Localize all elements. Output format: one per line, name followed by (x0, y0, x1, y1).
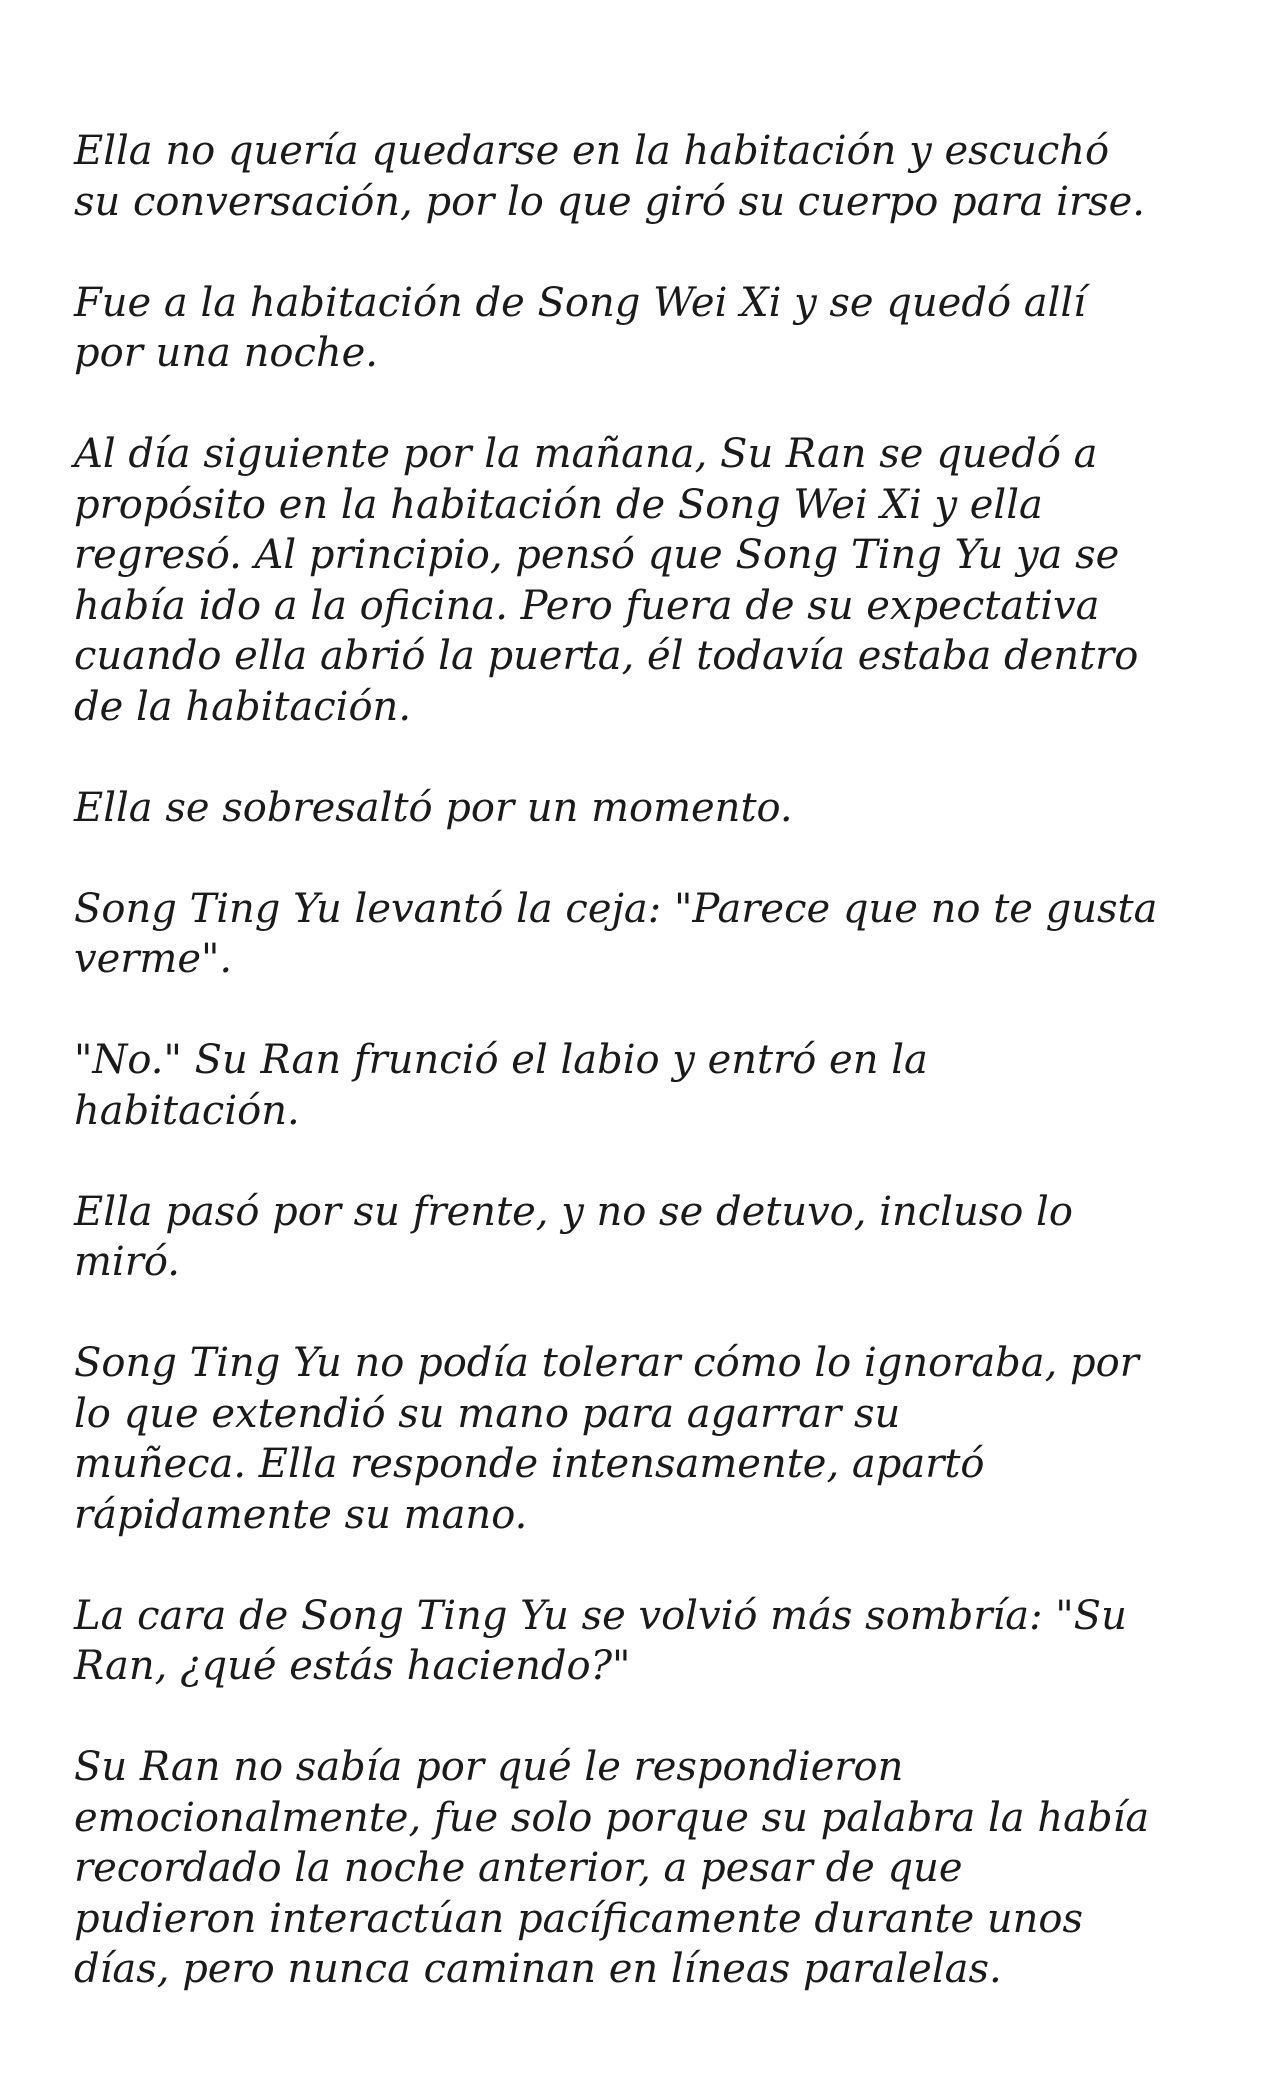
text-line: días, pero nunca caminan en líneas paralelas. (74, 1946, 1002, 1992)
paragraph-3 (74, 429, 1214, 732)
text-column (74, 126, 1214, 2045)
text-line: Al día siguiente por la mañana, Su Ran se quedó a (74, 431, 1098, 477)
text-line: propósito en la habitación de Song Wei Xi y ella (74, 481, 1043, 528)
text-line: Fue a la habitación de Song Wei Xi y se quedó allí (74, 279, 1086, 326)
text-line: había ido a la oficina. Pero fuera de su expectativa (74, 582, 1100, 629)
paragraph-10 (74, 1742, 1214, 1995)
text-line: Song Ting Yu levantó la ceja: "Parece que no te gusta (74, 885, 1158, 932)
paragraph-7 (74, 1187, 1214, 1288)
text-line: rápidamente su mano. (74, 1491, 528, 1538)
paragraph-1 (74, 126, 1214, 227)
text-line: muñeca. Ella responde intensamente, apartó (74, 1441, 985, 1487)
text-line: verme". (74, 936, 233, 982)
text-line: Ella se sobresaltó por un momento. (74, 784, 793, 831)
text-line: miró. (74, 1239, 180, 1285)
paragraph-8 (74, 1338, 1214, 1540)
text-line: Ella pasó por su frente, y no se detuvo, incluso lo (74, 1188, 1073, 1235)
paragraph-2 (74, 278, 1214, 379)
paragraph-6 (74, 1035, 1214, 1136)
text-line: su conversación, por lo que giró su cuerpo para irse. (74, 178, 1145, 225)
text-line: de la habitación. (74, 683, 412, 730)
paragraph-5 (74, 884, 1214, 985)
text-line: La cara de Song Ting Yu se volvió más sombría: "Su (74, 1592, 1127, 1639)
text-line: lo que extendió su mano para agarrar su (74, 1390, 901, 1437)
paragraph-4 (74, 783, 1214, 834)
text-line: emocionalmente, fue solo porque su palabra la había (74, 1794, 1150, 1841)
text-line: recordado la noche anterior, a pesar de que (74, 1845, 963, 1891)
text-line: "No." Su Ran frunció el labio y entró en la (74, 1037, 928, 1083)
text-line: cuando ella abrió la puerta, él todavía estaba dentro (74, 633, 1139, 679)
text-line: Ella no quería quedarse en la habitación y escuchó (74, 128, 1110, 174)
text-line: habitación. (74, 1087, 300, 1134)
text-line: Su Ran no sabía por qué le respondieron (74, 1744, 904, 1790)
text-line: Ran, ¿qué estás haciendo?" (74, 1643, 631, 1689)
text-line: Song Ting Yu no podía tolerar cómo lo ignoraba, por (74, 1340, 1139, 1386)
text-line: por una noche. (74, 330, 379, 376)
text-line: pudieron interactúan pacíficamente durante unos (74, 1895, 1084, 1942)
paragraph-9 (74, 1591, 1214, 1692)
text-line: regresó. Al principio, pensó que Song Ting Yu ya se (74, 532, 1120, 578)
